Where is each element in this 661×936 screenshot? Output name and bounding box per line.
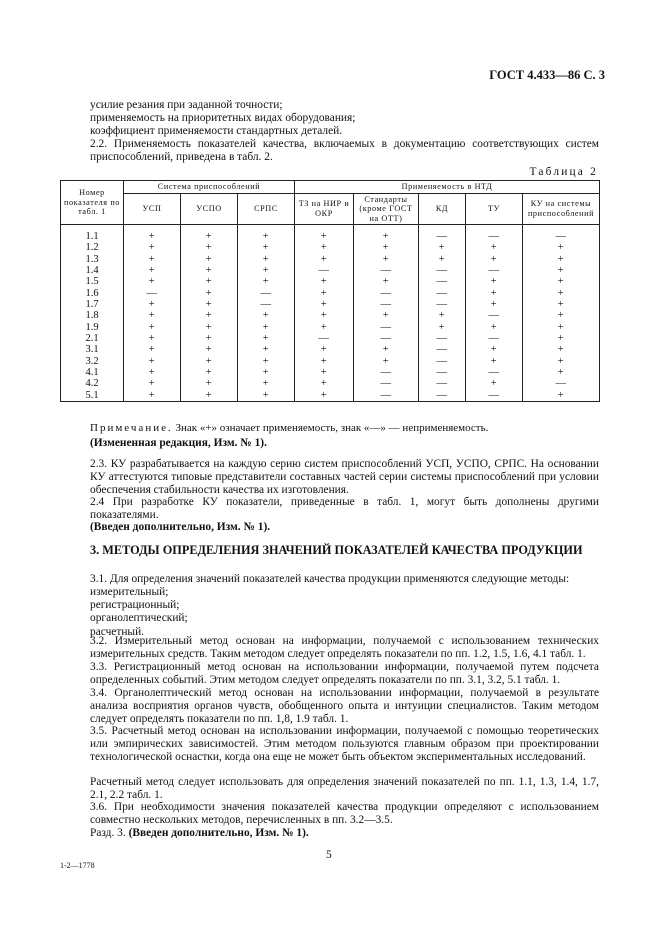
table-cell: — bbox=[354, 333, 419, 344]
table-cell: — bbox=[419, 378, 466, 389]
paragraph-3-4: 3.4. Органолептический метод основан на использовании информации, получаемой в результате анализа восприятия органов чувств, обобщенного опыта и интуиции специалистов. Таким методом следует определять показатели по пп. 1,8, 1.9 табл. 1. bbox=[90, 687, 599, 726]
table-cell: + bbox=[238, 254, 295, 265]
table-cell: 1.3 bbox=[61, 254, 124, 265]
table-cell: — bbox=[466, 390, 523, 402]
intro-line: применяемость на приоритетных видах оборудования; bbox=[90, 112, 356, 125]
table-cell: 1.7 bbox=[61, 299, 124, 310]
table-cell: + bbox=[181, 242, 238, 253]
col-header: КУ на системы приспособлений bbox=[523, 193, 600, 225]
table-cell: + bbox=[295, 225, 354, 243]
table-cell: + bbox=[466, 254, 523, 265]
table-cell: + bbox=[238, 276, 295, 287]
table-cell: — bbox=[354, 299, 419, 310]
col-header: СРПС bbox=[238, 193, 295, 225]
table-cell: + bbox=[124, 225, 181, 243]
table-cell: 1.1 bbox=[61, 225, 124, 243]
table-cell: — bbox=[466, 265, 523, 276]
table-cell: — bbox=[354, 367, 419, 378]
edit-note-2: (Введен дополнительно, Изм. № 1). bbox=[90, 521, 271, 533]
table-cell: + bbox=[238, 378, 295, 389]
table-row bbox=[61, 310, 600, 321]
table-cell: + bbox=[238, 344, 295, 355]
table-cell: + bbox=[523, 276, 600, 287]
paragraph-3-3: 3.3. Регистрационный метод основан на использовании информации, получаемой путем подсчета определенных событий. Этим методом следует определять показатели по пп. 3.1, 3.2, 5.1 табл. 1. bbox=[90, 661, 599, 687]
table-cell: + bbox=[238, 242, 295, 253]
table-cell: — bbox=[419, 344, 466, 355]
table-cell: + bbox=[181, 299, 238, 310]
table-cell: + bbox=[354, 225, 419, 243]
table-cell: — bbox=[523, 225, 600, 243]
table-cell: + bbox=[238, 390, 295, 402]
page-header: ГОСТ 4.433—86 С. 3 bbox=[489, 68, 605, 82]
razd-label: Разд. 3. bbox=[90, 827, 129, 839]
table-cell: + bbox=[238, 367, 295, 378]
table-cell: + bbox=[295, 356, 354, 367]
table-row bbox=[61, 242, 600, 253]
table-cell: + bbox=[466, 242, 523, 253]
table-cell: + bbox=[295, 242, 354, 253]
table-cell: — bbox=[419, 367, 466, 378]
table-cell: 5.1 bbox=[61, 390, 124, 402]
table-cell: + bbox=[523, 367, 600, 378]
group-header-ntd: Применяемость в НТД bbox=[295, 181, 600, 194]
table-cell: — bbox=[419, 356, 466, 367]
table-cell: + bbox=[354, 254, 419, 265]
table-cell: — bbox=[295, 333, 354, 344]
paragraph-2-4: 2.4 При разработке КУ показатели, приведенные в табл. 1, могут быть дополнены другими показателями. bbox=[90, 496, 599, 522]
table-cell: — bbox=[466, 333, 523, 344]
table-cell: 1.8 bbox=[61, 310, 124, 321]
table-cell: — bbox=[419, 299, 466, 310]
table-cell: 3.2 bbox=[61, 356, 124, 367]
table-cell: + bbox=[523, 390, 600, 402]
table-cell: — bbox=[354, 265, 419, 276]
table-cell: + bbox=[354, 242, 419, 253]
table-cell: + bbox=[466, 356, 523, 367]
paragraph-3-1: 3.1. Для определения значений показателей качества продукции применяются следующие методы: bbox=[90, 573, 570, 585]
table-cell: — bbox=[466, 225, 523, 243]
table-cell: + bbox=[523, 265, 600, 276]
methods-list bbox=[90, 586, 599, 639]
table-cell: + bbox=[181, 288, 238, 299]
table-cell: + bbox=[295, 299, 354, 310]
table-cell: + bbox=[181, 276, 238, 287]
table-cell: + bbox=[238, 322, 295, 333]
table-row bbox=[61, 254, 600, 265]
intro-lines bbox=[90, 99, 599, 139]
table-cell: + bbox=[124, 344, 181, 355]
table-row bbox=[61, 299, 600, 310]
table-cell: + bbox=[523, 299, 600, 310]
table-row bbox=[61, 367, 600, 378]
section-3-title: 3. МЕТОДЫ ОПРЕДЕЛЕНИЯ ЗНАЧЕНИЙ ПОКАЗАТЕЛЕЙ КАЧЕСТВА ПРОДУКЦИИ bbox=[90, 543, 583, 557]
table-cell: + bbox=[124, 367, 181, 378]
table-cell: + bbox=[238, 265, 295, 276]
table-row bbox=[61, 356, 600, 367]
edit-note-1: (Измененная редакция, Изм. № 1). bbox=[90, 437, 267, 449]
table-row bbox=[61, 390, 600, 402]
table-cell: — bbox=[419, 333, 466, 344]
table-cell: + bbox=[124, 356, 181, 367]
method-item: органолептический; bbox=[90, 612, 188, 625]
col-header: Стандарты (кроме ГОСТ на ОТТ) bbox=[354, 193, 419, 225]
table-cell: + bbox=[181, 310, 238, 321]
table-cell: + bbox=[181, 378, 238, 389]
table-cell: + bbox=[238, 225, 295, 243]
table-cell: + bbox=[181, 225, 238, 243]
table-cell: + bbox=[523, 310, 600, 321]
table-row bbox=[61, 333, 600, 344]
section-3-edit bbox=[90, 827, 599, 840]
table-cell: + bbox=[295, 310, 354, 321]
table-cell: + bbox=[124, 310, 181, 321]
note-text: Знак «+» означает применяемость, знак «—» — неприменяемость. bbox=[172, 422, 489, 434]
table-cell: + bbox=[181, 356, 238, 367]
group-header-system: Система приспособлений bbox=[124, 181, 295, 194]
table-row bbox=[61, 225, 600, 243]
table-cell: + bbox=[295, 390, 354, 402]
table-cell: — bbox=[354, 288, 419, 299]
table-cell: + bbox=[181, 344, 238, 355]
table-cell: + bbox=[181, 322, 238, 333]
note-label: Примечание. bbox=[90, 422, 173, 434]
table-cell: — bbox=[295, 265, 354, 276]
table-cell: + bbox=[419, 310, 466, 321]
table-cell: + bbox=[354, 310, 419, 321]
table-caption: Таблица 2 bbox=[529, 166, 598, 178]
table-cell: + bbox=[419, 242, 466, 253]
table-cell: + bbox=[466, 276, 523, 287]
table-cell: + bbox=[295, 378, 354, 389]
table-cell: + bbox=[523, 333, 600, 344]
table-cell: + bbox=[466, 299, 523, 310]
table-cell: + bbox=[466, 344, 523, 355]
table-cell: + bbox=[124, 265, 181, 276]
table-cell: + bbox=[295, 322, 354, 333]
table-cell: 1.9 bbox=[61, 322, 124, 333]
table-note bbox=[90, 422, 488, 434]
table-cell: — bbox=[419, 265, 466, 276]
method-item: расчетный. bbox=[90, 625, 145, 638]
table-cell: + bbox=[419, 254, 466, 265]
paragraph-2-2: 2.2. Применяемость показателей качества, включаемых в документацию соответствующих систем приспособлений, приведена в табл. 2. bbox=[90, 138, 599, 164]
intro-line: коэффициент применяемости стандартных деталей. bbox=[90, 125, 343, 138]
table-cell: — bbox=[354, 390, 419, 402]
col-header-number: Номер показателя по табл. 1 bbox=[61, 181, 124, 225]
table-cell: + bbox=[124, 378, 181, 389]
table-cell: + bbox=[124, 390, 181, 402]
table-cell: — bbox=[419, 288, 466, 299]
table-row bbox=[61, 265, 600, 276]
table-cell: + bbox=[295, 276, 354, 287]
table-cell: + bbox=[124, 299, 181, 310]
intro-line: усилие резания при заданной точности; bbox=[90, 99, 283, 111]
table-cell: + bbox=[181, 333, 238, 344]
col-header: ТЗ на НИР и ОКР bbox=[295, 193, 354, 225]
table-cell: — bbox=[354, 322, 419, 333]
table-cell: 1.6 bbox=[61, 288, 124, 299]
paragraph-3-5b: Расчетный метод следует использовать для определения значений показателей по пп. 1.1, 1.3, 1.4, 1.7, 2.1, 2.2 табл. 1. bbox=[90, 776, 599, 802]
table-cell: — bbox=[124, 288, 181, 299]
table-cell: + bbox=[523, 322, 600, 333]
paragraph-3-5: 3.5. Расчетный метод основан на использовании информации, получаемой с помощью теоретических или эмпирических зависимостей. Этим методом пользуются главным образом при проектировании технологической оснастки, когда она еще не может быть объектом экспериментальных исследований. bbox=[90, 725, 599, 764]
table-cell: 1.2 bbox=[61, 242, 124, 253]
table-cell: + bbox=[523, 344, 600, 355]
table-cell: + bbox=[238, 310, 295, 321]
table-cell: 4.1 bbox=[61, 367, 124, 378]
table-cell: + bbox=[466, 322, 523, 333]
table-cell: — bbox=[523, 378, 600, 389]
table-cell: + bbox=[295, 344, 354, 355]
table-cell: — bbox=[238, 299, 295, 310]
table-cell: 4.2 bbox=[61, 378, 124, 389]
table-cell: + bbox=[354, 356, 419, 367]
table-row bbox=[61, 378, 600, 389]
table-cell: + bbox=[523, 356, 600, 367]
table-cell: — bbox=[354, 378, 419, 389]
table-cell: 2.1 bbox=[61, 333, 124, 344]
method-item: измерительный; bbox=[90, 586, 169, 598]
table-cell: — bbox=[238, 288, 295, 299]
table-cell: + bbox=[295, 254, 354, 265]
table-cell: + bbox=[124, 322, 181, 333]
table-cell: + bbox=[181, 254, 238, 265]
table-cell: + bbox=[181, 367, 238, 378]
paragraph-3-2: 3.2. Измерительный метод основан на информации, получаемой с использованием технических измерительных средств. Таким методом следует определять показатели по пп. 1.2, 1.5, 1.6, 4.1 табл. 1. bbox=[90, 635, 599, 661]
table-row bbox=[61, 276, 600, 287]
table-cell: + bbox=[523, 288, 600, 299]
paragraph-3-6: 3.6. При необходимости значения показателей качества продукции определяют с использованием совместно нескольких методов, перечисленных в пп. 3.2—3.5. bbox=[90, 801, 599, 827]
table-cell: + bbox=[124, 276, 181, 287]
edit-note-3: (Введен дополнительно, Изм. № 1). bbox=[128, 827, 309, 839]
table-cell: — bbox=[466, 367, 523, 378]
paragraph-2-3: 2.3. КУ разрабатывается на каждую серию систем приспособлений УСП, УСПО, СРПС. На основании КУ аттестуются типовые представители составных частей серии системы приспособлений при условии обеспечения стабильности качества их изготовления. bbox=[90, 458, 599, 497]
table-cell: + bbox=[238, 356, 295, 367]
table-row bbox=[61, 288, 600, 299]
table-cell: — bbox=[466, 310, 523, 321]
table-cell: + bbox=[238, 333, 295, 344]
table-cell: 3.1 bbox=[61, 344, 124, 355]
table-cell: + bbox=[354, 276, 419, 287]
table-cell: + bbox=[419, 322, 466, 333]
table-cell: 1.4 bbox=[61, 265, 124, 276]
table-cell: + bbox=[181, 265, 238, 276]
table-cell: + bbox=[124, 333, 181, 344]
table-cell: — bbox=[419, 276, 466, 287]
table-cell: + bbox=[181, 390, 238, 402]
page-number: 5 bbox=[326, 849, 332, 861]
table-cell: + bbox=[354, 344, 419, 355]
table-cell: + bbox=[523, 242, 600, 253]
col-header: УСПО bbox=[181, 193, 238, 225]
table-row bbox=[61, 322, 600, 333]
method-item: регистрационный; bbox=[90, 599, 180, 612]
table-cell: + bbox=[295, 288, 354, 299]
table-cell: + bbox=[523, 254, 600, 265]
table-cell: 1.5 bbox=[61, 276, 124, 287]
col-header: КД bbox=[419, 193, 466, 225]
table-cell: + bbox=[466, 378, 523, 389]
footer-code: 1-2—1778 bbox=[60, 861, 95, 870]
table-cell: + bbox=[124, 254, 181, 265]
table-cell: + bbox=[466, 288, 523, 299]
col-header: ТУ bbox=[466, 193, 523, 225]
table-row bbox=[61, 344, 600, 355]
applicability-table bbox=[60, 180, 600, 402]
table-cell: + bbox=[295, 367, 354, 378]
table-cell: — bbox=[419, 225, 466, 243]
table-cell: — bbox=[419, 390, 466, 402]
col-header: УСП bbox=[124, 193, 181, 225]
table-cell: + bbox=[124, 242, 181, 253]
